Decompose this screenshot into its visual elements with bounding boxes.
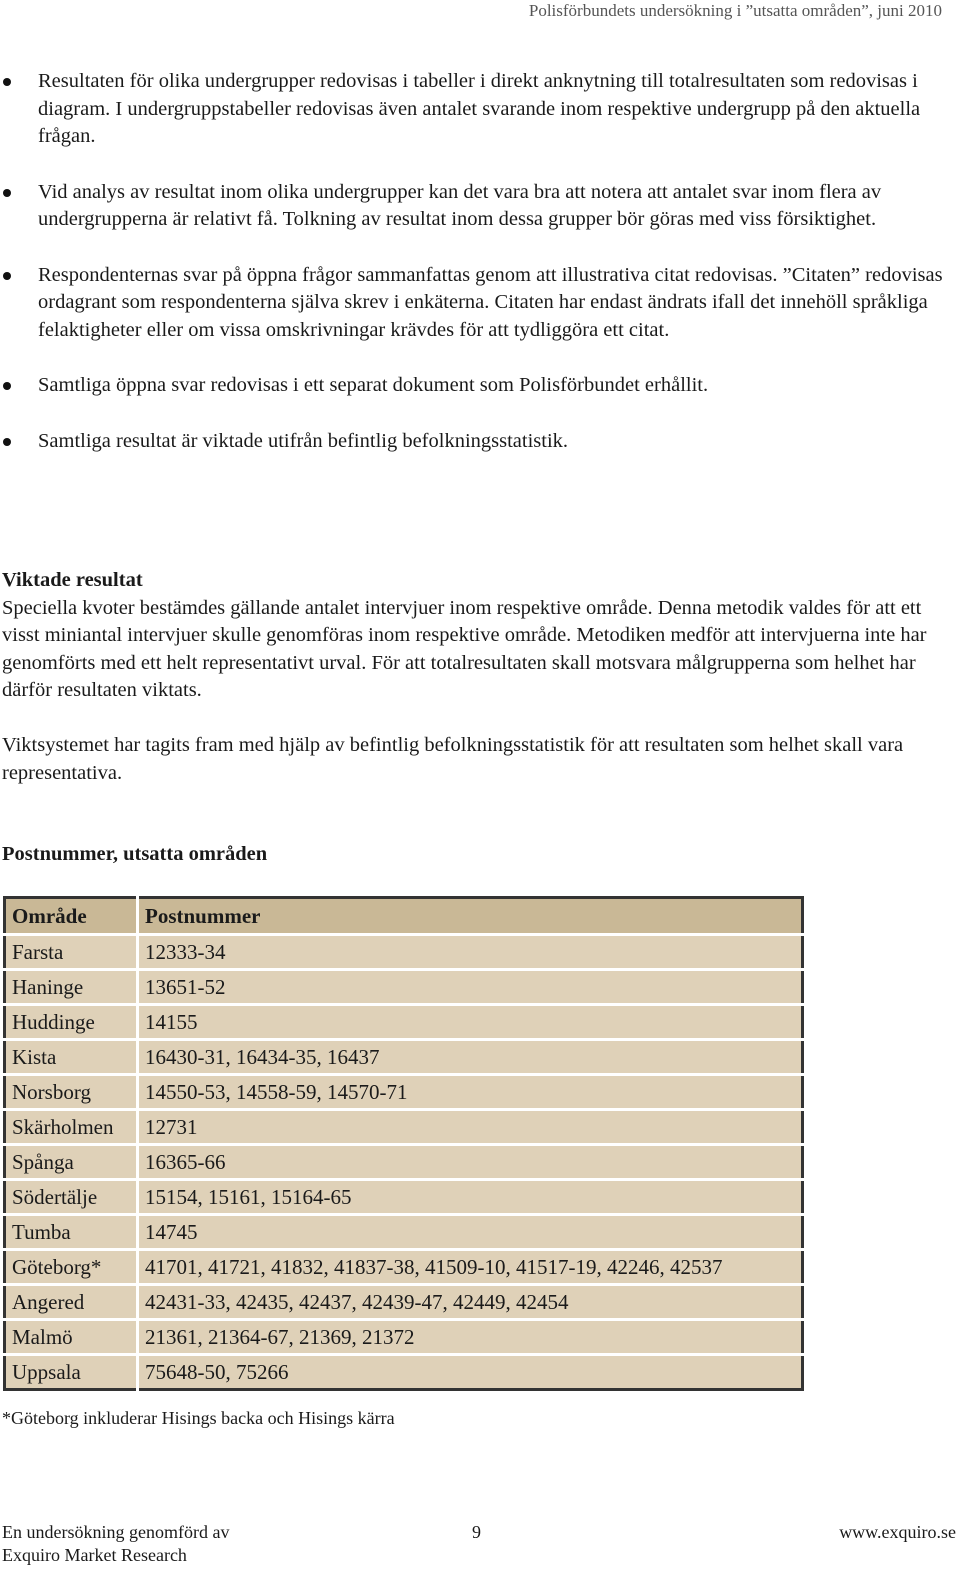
- area-cell: Angered: [5, 1285, 138, 1320]
- weighted-results-heading: Viktade resultat: [2, 569, 143, 591]
- weighted-results-paragraph: Speciella kvoter bestämdes gällande antalet intervjuer inom respektive område. Denna metodik valdes för att ett visst miniantal intervjuer skulle genomföras inom respektive område. Metodiken medför att intervjuerna inte har genomförts med ett helt representativt urval. För att totalresultaten skall motsvara målgrupperna som helhet har därför resultaten viktats.: [2, 596, 927, 701]
- bullet-text: Respondenternas svar på öppna frågor sammanfattas genom att illustrativa citat redovisas. ”Citaten” redovisas ordagrant som respondenterna själva skrev i enkäterna. Citaten har endast ändrats ifall det innehöll språkliga felaktigheter eller om vissa omskrivningar krävdes för att tydliggöra ett citat.: [38, 263, 943, 341]
- area-cell: Skärholmen: [5, 1110, 138, 1145]
- bullet-dot-icon: [3, 272, 11, 280]
- page-number: 9: [472, 1522, 481, 1542]
- area-cell: Farsta: [5, 935, 138, 970]
- footer-credit-line2: Exquiro Market Research: [2, 1545, 187, 1565]
- weighted-results-section: [2, 567, 957, 705]
- postcodes-table: [3, 896, 804, 1391]
- bullet-item: [0, 68, 960, 151]
- bullet-list: [0, 68, 960, 483]
- postcode-cell: 14155: [138, 1005, 803, 1040]
- table-row: [5, 1320, 803, 1355]
- area-cell: Uppsala: [5, 1355, 138, 1390]
- postcode-cell: 12731: [138, 1110, 803, 1145]
- postcode-cell: 16365-66: [138, 1145, 803, 1180]
- postcode-cell: 21361, 21364-67, 21369, 21372: [138, 1320, 803, 1355]
- footer-website-link[interactable]: www.exquiro.se: [839, 1522, 956, 1542]
- column-header-postcode: Postnummer: [138, 898, 803, 935]
- area-cell: Haninge: [5, 970, 138, 1005]
- area-cell: Södertälje: [5, 1180, 138, 1215]
- table-header-row: [5, 898, 803, 935]
- area-cell: Huddinge: [5, 1005, 138, 1040]
- bullet-text: Vid analys av resultat inom olika undergrupper kan det vara bra att notera att antalet svar inom flera av undergrupperna är relativt få. Tolkning av resultat inom dessa grupper bör göras med viss försiktighet.: [38, 180, 882, 230]
- bullet-dot-icon: [3, 189, 11, 197]
- table-row: [5, 1250, 803, 1285]
- bullet-dot-icon: [3, 438, 11, 446]
- bullet-text: Samtliga öppna svar redovisas i ett separat dokument som Polisförbundet erhållit.: [38, 374, 709, 396]
- table-row: [5, 1040, 803, 1075]
- running-header: Polisförbundets undersökning i ”utsatta områden”, juni 2010: [528, 1, 942, 20]
- table-row: [5, 1285, 803, 1320]
- postcode-cell: 15154, 15161, 15164-65: [138, 1180, 803, 1215]
- bullet-text: Resultaten för olika undergrupper redovisas i tabeller i direkt anknytning till totalresultaten som redovisas i diagram. I undergruppstabeller redovisas även antalet svarande inom respektive undergrupp på den aktuella frågan.: [38, 70, 921, 147]
- table-row: [5, 1110, 803, 1145]
- bullet-item: [0, 372, 960, 400]
- table-row: [5, 1180, 803, 1215]
- table-row: [5, 1215, 803, 1250]
- bullet-item: [0, 179, 960, 234]
- bullet-dot-icon: [3, 382, 11, 390]
- area-cell: Tumba: [5, 1215, 138, 1250]
- area-cell: Malmö: [5, 1320, 138, 1355]
- table-row: [5, 1005, 803, 1040]
- bullet-item: [0, 428, 960, 456]
- postcode-cell: 41701, 41721, 41832, 41837-38, 41509-10, 41517-19, 42246, 42537: [138, 1250, 803, 1285]
- weight-system-paragraph: Viktsystemet har tagits fram med hjälp av befintlig befolkningsstatistik för att resultaten som helhet skall vara representativa.: [2, 734, 904, 784]
- table-row: [5, 970, 803, 1005]
- area-cell: Spånga: [5, 1145, 138, 1180]
- table-row: [5, 935, 803, 970]
- postcode-cell: 75648-50, 75266: [138, 1355, 803, 1390]
- area-cell: Kista: [5, 1040, 138, 1075]
- table-row: [5, 1075, 803, 1110]
- postcodes-table-wrapper: [3, 896, 804, 1391]
- area-cell: Norsborg: [5, 1075, 138, 1110]
- postcode-cell: 16430-31, 16434-35, 16437: [138, 1040, 803, 1075]
- postcode-cell: 14745: [138, 1215, 803, 1250]
- footer-credit-line1: En undersökning genomförd av: [2, 1522, 230, 1542]
- table-row: [5, 1145, 803, 1180]
- postcode-cell: 42431-33, 42435, 42437, 42439-47, 42449, 42454: [138, 1285, 803, 1320]
- bullet-text: Samtliga resultat är viktade utifrån befintlig befolkningsstatistik.: [38, 429, 569, 452]
- postcode-cell: 14550-53, 14558-59, 14570-71: [138, 1075, 803, 1110]
- column-header-area: Område: [5, 898, 138, 935]
- postcodes-heading: Postnummer, utsatta områden: [2, 843, 268, 865]
- table-row: [5, 1355, 803, 1390]
- postcode-cell: 13651-52: [138, 970, 803, 1005]
- table-footnote: *Göteborg inkluderar Hisings backa och Hisings kärra: [2, 1408, 395, 1428]
- postcode-cell: 12333-34: [138, 935, 803, 970]
- bullet-dot-icon: [3, 78, 11, 86]
- bullet-item: [0, 262, 960, 345]
- footer-credit: [2, 1521, 229, 1567]
- area-cell: Göteborg*: [5, 1250, 138, 1285]
